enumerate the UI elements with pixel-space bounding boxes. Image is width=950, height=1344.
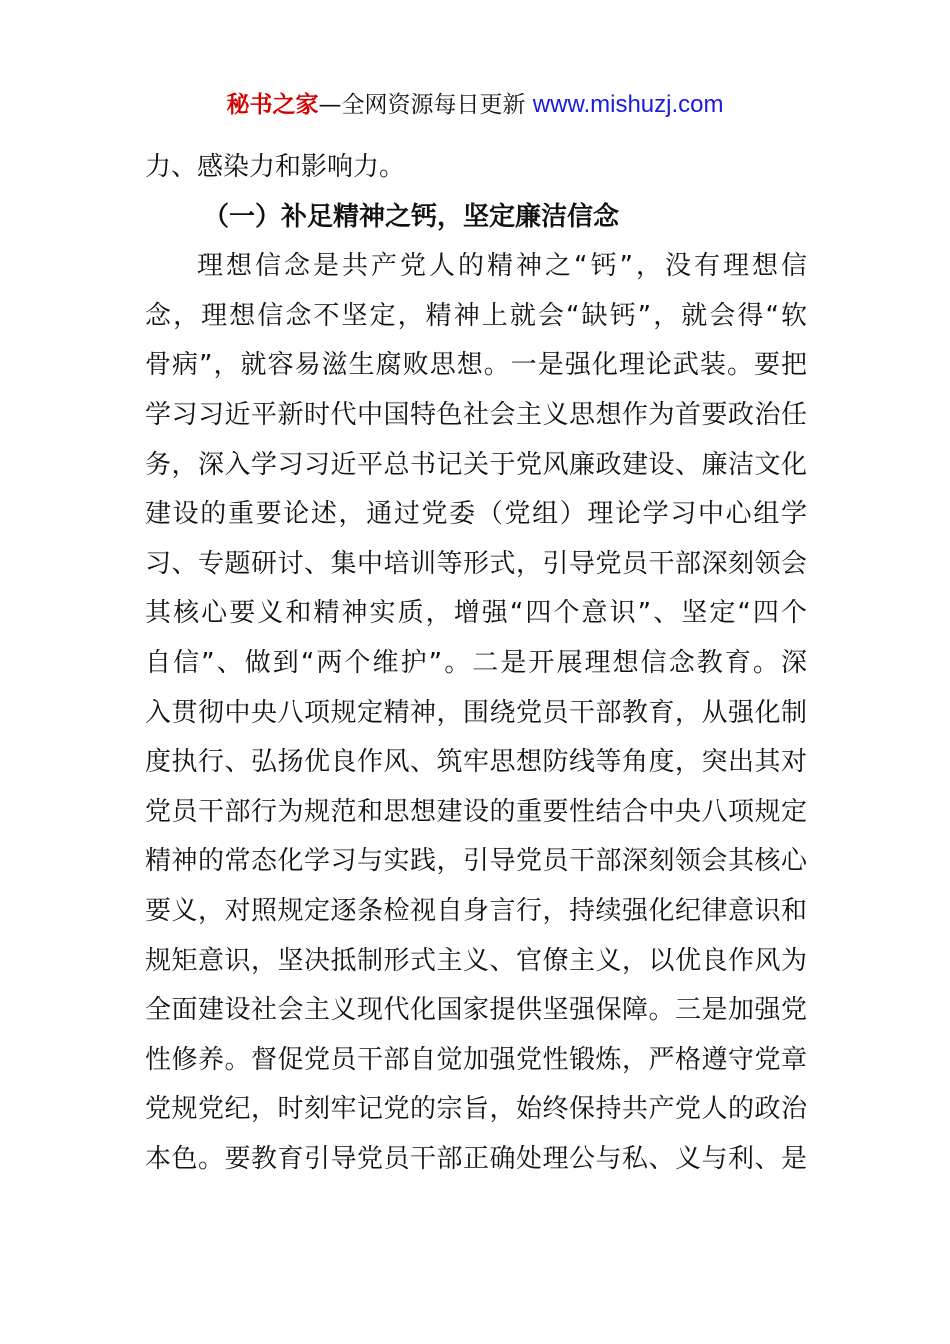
paragraph (145, 242, 807, 1184)
site-url-link[interactable]: www.mishuzj.com (532, 91, 724, 118)
document-body (145, 143, 807, 1184)
paragraph-line: 要义，对照规定逐条检视自身言行，持续强化纪律意识和 (145, 895, 807, 926)
paragraph-line: 学习习近平新时代中国特色社会主义思想作为首要政治任 (145, 399, 807, 430)
paragraph-line: 性修养。督促党员干部自觉加强党性锻炼，严格遵守党章 (145, 1044, 807, 1075)
header-tagline: —全网资源每日更新 (318, 92, 526, 118)
paragraph-line: 党规党纪，时刻牢记党的宗旨，始终保持共产党人的政治 (145, 1094, 807, 1125)
paragraph-line: 本色。要教育引导党员干部正确处理公与私、义与利、是 (145, 1143, 807, 1174)
paragraph-line: 全面建设社会主义现代化国家提供坚强保障。三是加强党 (145, 995, 807, 1026)
paragraph-line: 入贯彻中央八项规定精神，围绕党员干部教育，从强化制 (145, 697, 807, 728)
paragraph-line: 党员干部行为规范和思想建设的重要性结合中央八项规定 (145, 796, 807, 827)
paragraph-line: 理想信念是共产党人的精神之“钙”，没有理想信 (197, 251, 807, 282)
paragraph-line: 规矩意识，坚决抵制形式主义、官僚主义，以优良作风为 (145, 945, 807, 976)
paragraph-line: 自信”、做到“两个维护”。二是开展理想信念教育。深 (145, 647, 807, 678)
paragraph-line: 度执行、弘扬优良作风、筑牢思想防线等角度，突出其对 (145, 747, 807, 778)
paragraph-line: 习、专题研讨、集中培训等形式，引导党员干部深刻领会 (145, 548, 807, 579)
paragraph-line: 务，深入学习习近平总书记关于党风廉政建设、廉洁文化 (145, 449, 807, 480)
paragraph-line: 精神的常态化学习与实践，引导党员干部深刻领会其核心 (145, 846, 807, 877)
continuation-line: 力、感染力和影响力。 (145, 152, 406, 182)
paragraph-line: 念，理想信念不坚定，精神上就会“缺钙”，就会得“软 (145, 300, 807, 331)
brand-name: 秘书之家 (226, 92, 319, 118)
paragraph-line: 建设的重要论述，通过党委（党组）理论学习中心组学 (145, 499, 807, 530)
paragraph-line: 其核心要义和精神实质，增强“四个意识”、坚定“四个 (145, 598, 807, 629)
paragraph-line: 骨病”，就容易滋生腐败思想。一是强化理论武装。要把 (145, 350, 807, 381)
section-heading: （一）补足精神之钙，坚定廉洁信念 (203, 201, 620, 232)
site-header (0, 88, 950, 122)
